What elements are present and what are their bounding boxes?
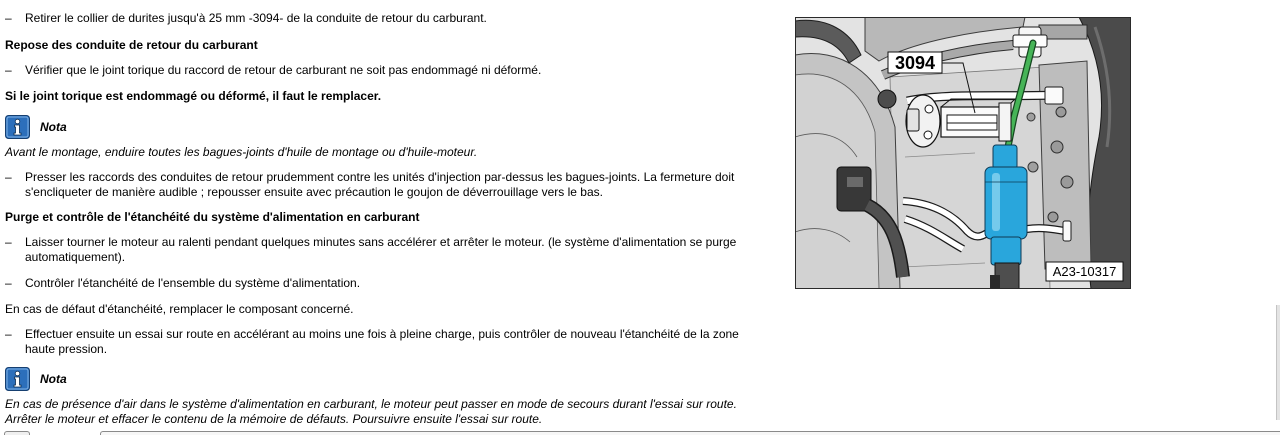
tool-pin <box>925 105 933 113</box>
figure-id-tag <box>1046 262 1123 281</box>
step-check-o-ring <box>5 63 763 78</box>
step-text: Effectuer ensuite un essai sur route en accélérant au moins une fois à pleine charge, puis contrôler de nouveau l'étanchéité de la zone haute pression. <box>25 327 739 356</box>
tool-knob-grip <box>907 109 919 131</box>
step-press-return-connectors <box>5 170 763 200</box>
note-label: Nota <box>40 372 67 386</box>
bracket-bolt <box>1056 107 1066 117</box>
step-text: Retirer le collier de durites jusqu'à 25 mm -3094- de la conduite de retour du carburant. <box>25 11 487 25</box>
info-icon-dot <box>15 371 20 376</box>
bracket-bolt <box>1051 141 1063 153</box>
fuel-line <box>1027 228 1065 231</box>
bracket-bolt <box>1048 212 1058 222</box>
note-label: Nota <box>40 120 67 134</box>
mounting-bolt <box>1028 162 1038 172</box>
leak-replacement-instruction: En cas de défaut d'étanchéité, remplacer le composant concerné. <box>5 302 354 316</box>
bottom-panel-edge <box>100 431 1280 435</box>
component-top-cap <box>993 145 1017 169</box>
section-heading-bleeding-leak-test: Purge et contrôle de l'étanchéité du système d'alimentation en carburant <box>5 210 420 224</box>
note-text: Avant le montage, enduire toutes les bagues-joints d'huile de montage ou d'huile-moteur. <box>5 145 478 159</box>
bottom-panel-tab[interactable] <box>4 431 30 435</box>
note-assembly-oil <box>5 115 763 159</box>
component-lower-section <box>991 237 1021 265</box>
vertical-scrollbar[interactable] <box>1276 305 1280 420</box>
info-icon <box>5 367 30 391</box>
tool-callout-label: 3094 <box>894 53 936 73</box>
step-text: Vérifier que le joint torique du raccord de retour de carburant ne soit pas endommagé ni déformé. <box>25 63 542 77</box>
figure-id-label: A23-10317 <box>1052 264 1117 279</box>
figure-drawing <box>795 17 1131 289</box>
tool-callout <box>888 52 942 73</box>
step-text: Contrôler l'étanchéité de l'ensemble du système d'alimentation. <box>25 276 361 290</box>
note-air-in-fuel-system <box>5 367 763 426</box>
figure-fuel-return-line-illustration <box>795 17 1131 289</box>
step-bullet: – <box>5 170 12 184</box>
step-run-engine-idle <box>5 235 763 265</box>
note-header <box>5 115 763 139</box>
step-text: Presser les raccords des conduites de retour prudemment contre les unités d'injection par-dessus les bagues-joints. La fermeture doit s'encliqueter de manière audible ; repousser ensuite avec précaution le goujon de déverrouillage vers le bas. <box>25 170 735 199</box>
step-road-test <box>5 327 763 357</box>
step-remove-hose-clamp <box>5 11 763 26</box>
tool-jaw-end <box>999 103 1011 141</box>
step-bullet: – <box>5 235 12 249</box>
o-ring-replacement-instruction: Si le joint torique est endommagé ou déformé, il faut le remplacer. <box>5 89 382 103</box>
mounting-bolt <box>1027 113 1035 121</box>
plug-latch <box>847 177 863 187</box>
component-body <box>985 167 1027 239</box>
step-bullet: – <box>5 276 12 290</box>
note-header <box>5 367 763 391</box>
fuel-line-connector <box>1045 87 1063 104</box>
sensor-cap <box>878 90 896 108</box>
step-text: Laisser tourner le moteur au ralenti pendant quelques minutes sans accélérer et arrêter le moteur. (le système d'alimentation se purge automatiquement). <box>25 235 737 264</box>
info-icon-dot <box>15 119 20 124</box>
info-icon <box>5 115 30 139</box>
note-text: En cas de présence d'air dans le système d'alimentation en carburant, le moteur peut passer en mode de secours durant l'essai sur route. Arrêter le moteur et effacer le contenu de la mémoire de défauts. Poursuivre ensuite l'essai sur route. <box>5 397 737 426</box>
section-heading-installation: Repose des conduite de retour du carburant <box>5 38 258 52</box>
fuel-line-end-cap <box>1063 221 1071 241</box>
tool-pin <box>924 131 932 139</box>
step-bullet: – <box>5 63 12 77</box>
base-clip <box>990 275 1000 289</box>
step-bullet: – <box>5 327 12 341</box>
step-bullet: – <box>5 11 12 25</box>
step-check-fuel-system-tightness <box>5 276 763 291</box>
plug-body <box>837 167 871 211</box>
bracket-bolt <box>1061 176 1073 188</box>
